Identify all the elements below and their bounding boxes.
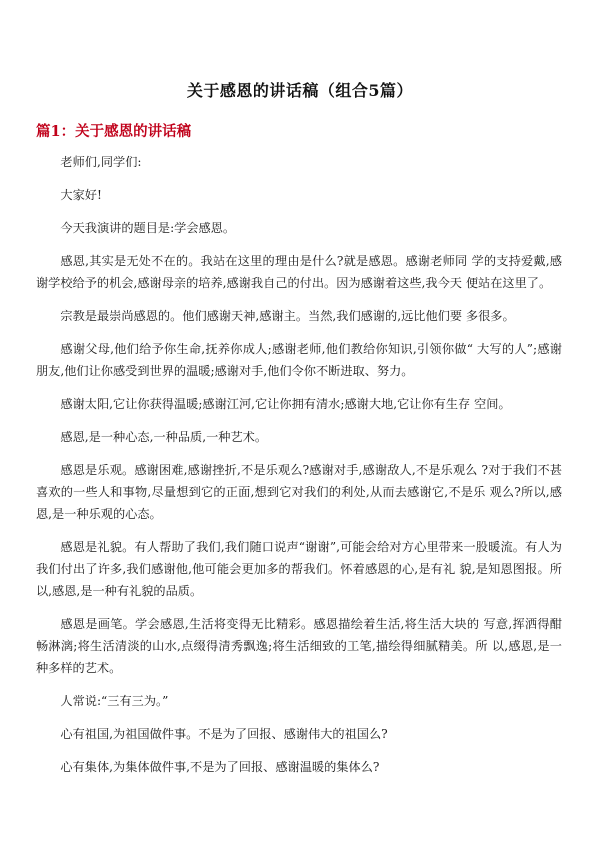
document-body	[36, 151, 562, 789]
paragraph-saying: 人常说:“三有三为。”	[60, 694, 169, 708]
paragraph-religion: 宗教是最崇尚感恩的。他们感谢天神,感谢主。当然,我们感谢的,远比他们要 多很多。	[60, 309, 515, 323]
paragraph-motherland: 心有祖国,为祖国做件事。不是为了回报、感谢伟大的祖国么?	[60, 727, 388, 741]
paragraph-greeting-teachers: 老师们,同学们:	[60, 155, 142, 169]
paragraph-optimism: 感恩是乐观。感谢困难,感谢挫折,不是乐观么?感谢对手,感谢敌人,不是乐观么 ?对于我们不甚喜欢的一些人和事物,尽量想到它的正面,想到它对我们的利处,从而去感谢它,不是乐 观么?所以,感恩,是一种乐观的心态。	[36, 463, 562, 521]
section-heading: 篇1：关于感恩的讲话稿	[36, 123, 192, 140]
paragraph-gratitude-everywhere: 感恩,其实是无处不在的。我站在这里的理由是什么?就是感恩。感谢老师同 学的支持爱戴,感谢学校给予的机会,感谢母亲的培养,感谢我自己的付出。因为感谢着这些,我今天 便站在这里了。	[36, 254, 562, 290]
paragraph-attitude: 感恩,是一种心态,一种品质,一种艺术。	[60, 430, 268, 444]
paragraph-thank-nature: 感谢太阳,它让你获得温暖;感谢江河,它让你拥有清水;感谢大地,它让你有生存 空间。	[60, 397, 511, 411]
paragraph-art: 感恩是画笔。学会感恩,生活将变得无比精彩。感恩描绘着生活,将生活大块的 写意,挥洒得酣畅淋漓;将生活清淡的山水,点缀得清秀飘逸;将生活细致的工笔,描绘得细腻精美。所 以,感恩,是一种多样的艺术。	[36, 617, 562, 675]
paragraph-greeting-all: 大家好!	[60, 188, 102, 202]
paragraph-collective: 心有集体,为集体做件事,不是为了回报、感谢温暖的集体么?	[60, 760, 380, 774]
paragraph-topic: 今天我演讲的题目是:学会感恩。	[60, 221, 236, 235]
paragraph-thank-people: 感谢父母,他们给予你生命,抚养你成人;感谢老师,他们教给你知识,引领你做“ 大写的人”;感谢朋友,他们让你感受到世界的温暖;感谢对手,他们令你不断进取、努力。	[36, 342, 562, 378]
document-title: 关于感恩的讲话稿（组合5篇）	[186, 81, 414, 100]
paragraph-courtesy: 感恩是礼貌。有人帮助了我们,我们随口说声“谢谢”,可能会给对方心里带来一股暖流。有人为我们付出了许多,我们感谢他,他可能会更加多的帮我们。怀着感恩的心,是有礼 貌,是知恩图报。所以,感恩,是一种有礼貌的品质。	[36, 540, 562, 598]
